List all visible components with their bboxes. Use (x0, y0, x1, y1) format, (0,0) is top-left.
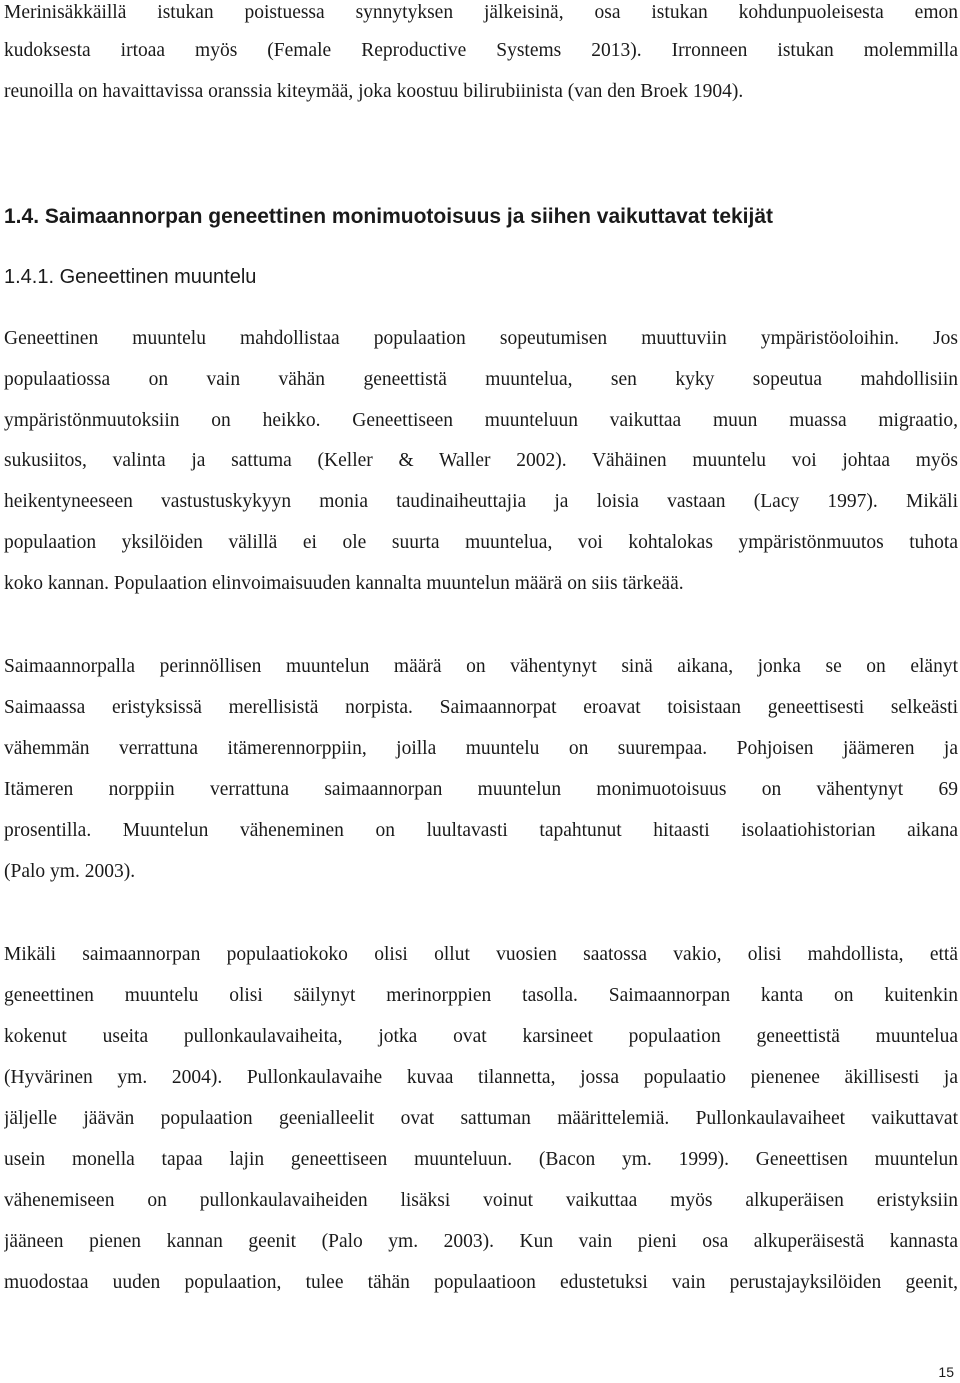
paragraph2-line-1: Saimaannorpalla perinnöllisen muuntelun määrä on vähentynyt sinä aikana, jonka se on elänyt (4, 656, 958, 677)
paragraph2-line-4: Itämeren norppiin verrattuna saimaannorpan muuntelun monimuotoisuus on vähentynyt 69 (4, 779, 958, 800)
intro-line-3: reunoilla on havaittavissa oranssia kiteymää, joka koostuu bilirubiinista (van den Broek 1904). (4, 81, 744, 102)
paragraph3-line-8: jääneen pienen kannan geenit (Palo ym. 2003). Kun vain pieni osa alkuperäisestä kannasta (4, 1231, 958, 1252)
paragraph3-line-7: vähenemiseen on pullonkaulavaiheiden lisäksi voinut vaikuttaa myös alkuperäisen eristyksiin (4, 1190, 958, 1211)
paragraph3-line-4: (Hyvärinen ym. 2004). Pullonkaulavaihe kuvaa tilannetta, jossa populaatio pienenee äkillisesti ja (4, 1067, 958, 1088)
subsection-heading: 1.4.1. Geneettinen muuntelu (4, 266, 257, 288)
paragraph3-line-2: geneettinen muuntelu olisi säilynyt merinorppien tasolla. Saimaannorpan kanta on kuitenkin (4, 985, 958, 1006)
intro-line-2: kudoksesta irtoaa myös (Female Reproductive Systems 2013). Irronneen istukan molemmilla (4, 40, 958, 61)
paragraph2-line-3: vähemmän verrattuna itämerennorppiin, joilla muuntelu on suurempaa. Pohjoisen jäämeren ja (4, 738, 958, 759)
paragraph1-line-3: ympäristönmuutoksiin on heikko. Geneettiseen muunteluun vaikuttaa muun muassa migraatio, (4, 410, 958, 431)
page-number: 15 (938, 1364, 954, 1380)
intro-line-1: Merinisäkkäillä istukan poistuessa synnytyksen jälkeisinä, osa istukan kohdunpuoleisesta emon (4, 2, 958, 23)
paragraph1-line-6: populaation yksilöiden välillä ei ole suurta muuntelua, voi kohtalokas ympäristönmuutos tuhota (4, 532, 958, 553)
section-heading: 1.4. Saimaannorpan geneettinen monimuotoisuus ja siihen vaikuttavat tekijät (4, 205, 774, 228)
paragraph3-line-3: kokenut useita pullonkaulavaiheita, jotka ovat karsineet populaation geneettistä muuntelua (4, 1026, 958, 1047)
paragraph2-line-6: (Palo ym. 2003). (4, 861, 136, 882)
paragraph2-line-5: prosentilla. Muuntelun väheneminen on luultavasti tapahtunut hitaasti isolaatiohistorian aikana (4, 820, 958, 841)
paragraph1-line-1: Geneettinen muuntelu mahdollistaa populaation sopeutumisen muuttuviin ympäristöoloihin. Jos (4, 328, 958, 349)
paragraph3-line-6: usein monella tapaa lajin geneettiseen muunteluun. (Bacon ym. 1999). Geneettisen muuntelun (4, 1149, 958, 1170)
paragraph1-line-4: sukusiitos, valinta ja sattuma (Keller & Waller 2002). Vähäinen muuntelu voi johtaa myös (4, 450, 958, 471)
paragraph3-line-5: jäljelle jäävän populaation geenialleelit ovat sattuman määrittelemiä. Pullonkaulavaiheet vaikuttavat (4, 1108, 958, 1129)
paragraph1-line-5: heikentyneeseen vastustuskykyyn monia taudinaiheuttajia ja loisia vastaan (Lacy 1997). Mikäli (4, 491, 958, 512)
paragraph1-line-2: populaatiossa on vain vähän geneettistä muuntelua, sen kyky sopeutua mahdollisiin (4, 369, 958, 390)
paragraph2-line-2: Saimaassa eristyksissä merellisistä norpista. Saimaannorpat eroavat toisistaan geneettisesti selkeästi (4, 697, 958, 718)
paragraph3-line-1: Mikäli saimaannorpan populaatiokoko olisi ollut vuosien saatossa vakio, olisi mahdollista, että (4, 944, 958, 965)
paragraph1-line-7: koko kannan. Populaation elinvoimaisuuden kannalta muuntelun määrä on siis tärkeää. (4, 573, 684, 594)
paragraph3-line-9: muodostaa uuden populaation, tulee tähän populaatioon edustetuksi vain perustajayksilöiden geenit, (4, 1272, 958, 1293)
